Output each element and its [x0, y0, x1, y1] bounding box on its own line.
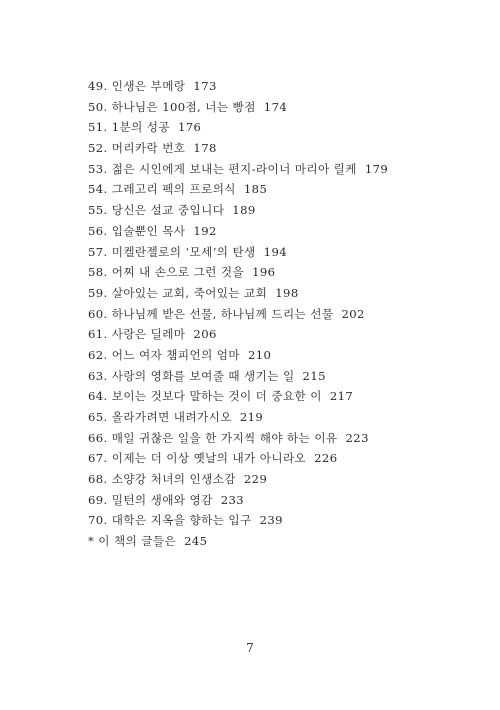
page-number: 7 — [246, 641, 254, 655]
toc-entry — [88, 179, 488, 200]
toc-entry-page: 229 — [243, 472, 268, 487]
toc-entry-page: 202 — [341, 306, 365, 321]
toc-entry-title: 69. 밀턴의 생애와 영감 — [88, 492, 213, 507]
toc-entry-page: 198 — [275, 285, 299, 300]
toc-entry-title: 66. 매일 귀찮은 일을 한 가지씩 해야 하는 이유 — [88, 430, 338, 445]
toc-entry — [88, 469, 488, 490]
toc-entry-title: 51. 1분의 성공 — [88, 120, 170, 135]
toc-entry-page: 189 — [232, 203, 256, 218]
toc-entry-title: 52. 머리카락 번호 — [88, 141, 186, 156]
toc-entry-page: 215 — [302, 368, 326, 383]
toc-entry-page: 196 — [252, 265, 276, 280]
table-of-contents — [88, 76, 488, 552]
toc-entry-title: 58. 어찌 내 손으로 그런 것을 — [88, 265, 245, 280]
toc-entry-title: 59. 살아있는 교회, 죽어있는 교회 — [88, 285, 268, 300]
toc-entry — [88, 510, 488, 531]
toc-entry-title: 62. 어느 여자 챔피언의 엄마 — [88, 347, 240, 362]
toc-entry-page: 173 — [193, 79, 217, 93]
toc-entry-page: 219 — [239, 410, 264, 424]
toc-entry — [88, 138, 488, 159]
toc-entry-title: 64. 보이는 것보다 말하는 것이 더 중요한 이 — [88, 389, 322, 404]
toc-entry-title: * 이 책의 글들은 — [88, 534, 177, 549]
toc-entry — [88, 283, 488, 304]
toc-entry — [88, 324, 488, 345]
toc-entry — [88, 159, 488, 180]
toc-entry — [88, 97, 488, 118]
toc-entry-page: 210 — [247, 347, 272, 362]
toc-entry-title: 56. 입술뿐인 목사 — [88, 223, 186, 238]
toc-entry-page: 179 — [364, 161, 389, 176]
toc-entry — [88, 200, 488, 221]
toc-entry — [88, 262, 488, 283]
toc-entry-title: 63. 사랑의 영화를 보여줄 때 생기는 일 — [88, 368, 295, 383]
toc-entry — [88, 242, 488, 263]
toc-entry-page: 185 — [243, 182, 268, 197]
toc-entry-title: 68. 소양강 처녀의 인생소감 — [88, 472, 236, 487]
toc-entry — [88, 386, 488, 407]
toc-entry — [88, 448, 488, 469]
toc-entry-page: 245 — [184, 534, 208, 549]
toc-entry-title: 49. 인생은 부메랑 — [88, 79, 186, 93]
toc-entry-title: 70. 대학은 지옥을 향하는 입구 — [88, 513, 252, 528]
toc-entry-page: 174 — [263, 99, 288, 114]
toc-entry-page: 192 — [193, 223, 217, 238]
toc-entry — [88, 531, 488, 552]
toc-entry — [88, 345, 488, 366]
toc-entry-title: 55. 당신은 설교 중입니다 — [88, 203, 225, 218]
toc-entry-page: 217 — [329, 389, 354, 404]
toc-entry-page: 239 — [259, 513, 283, 528]
toc-entry — [88, 76, 488, 97]
toc-entry-page: 206 — [193, 327, 217, 342]
toc-entry-title: 54. 그레고리 펙의 프로의식 — [88, 182, 236, 197]
toc-entry-page: 178 — [193, 141, 217, 156]
toc-entry-title: 53. 젊은 시인에게 보내는 편지-라이너 마리아 릴케 — [88, 161, 357, 176]
toc-entry-page: 194 — [263, 244, 288, 259]
toc-entry-title: 61. 사랑은 딜레마 — [88, 327, 186, 342]
toc-entry-title: 57. 미켈란젤로의 ‘모세’의 탄생 — [88, 244, 256, 259]
toc-entry — [88, 428, 488, 449]
toc-entry-page: 226 — [314, 451, 338, 466]
toc-entry — [88, 366, 488, 387]
toc-entry — [88, 304, 488, 325]
toc-entry-title: 50. 하나님은 100점, 너는 빵점 — [88, 99, 256, 114]
toc-entry — [88, 221, 488, 242]
toc-entry-title: 65. 올라가려면 내려가시오 — [88, 410, 232, 424]
toc-entry-page: 233 — [220, 492, 245, 507]
toc-entry — [88, 117, 488, 138]
toc-entry — [88, 490, 488, 511]
toc-entry — [88, 407, 488, 428]
toc-entry-title: 60. 하나님께 받은 선물, 하나님께 드리는 선물 — [88, 306, 334, 321]
toc-entry-title: 67. 이제는 더 이상 옛날의 내가 아니라오 — [88, 451, 307, 466]
toc-entry-page: 176 — [177, 120, 202, 135]
toc-entry-page: 223 — [345, 430, 369, 445]
